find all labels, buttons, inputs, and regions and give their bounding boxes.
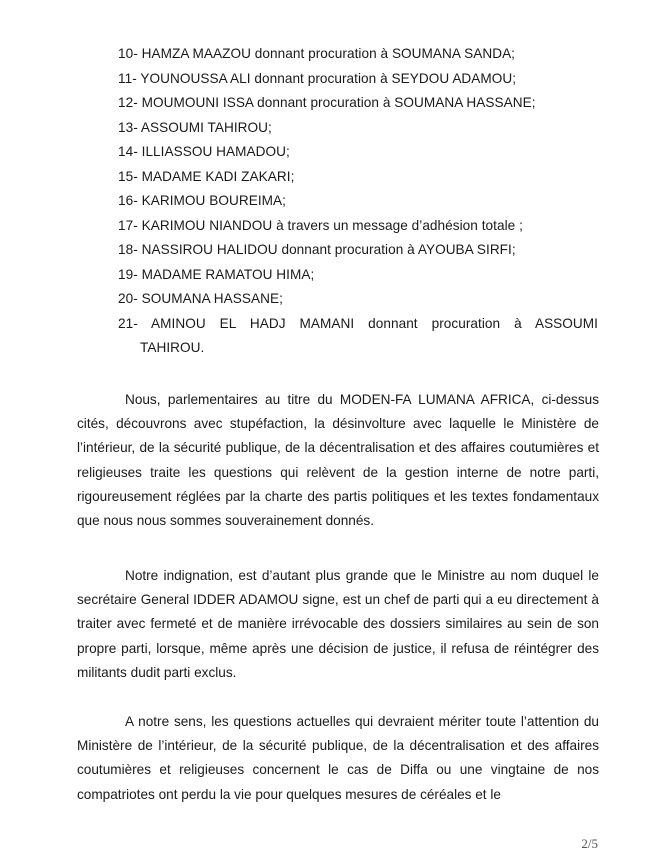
list-item: 17- KARIMOU NIANDOU à travers un message d’adhésion totale ; <box>118 217 523 233</box>
list-item: 16- KARIMOU BOUREIMA; <box>118 193 286 208</box>
list-item: 10- HAMZA MAAZOU donnant procuration à SOUMANA SANDA; <box>118 46 516 61</box>
paragraph <box>77 564 599 685</box>
list-item: 13- ASSOUMI TAHIROU; <box>118 119 272 135</box>
signatory-list <box>118 42 598 361</box>
list-item-line: 21- AMINOU EL HADJ MAMANI donnant procuration à ASSOUMI <box>118 315 598 331</box>
page-number: 2/5 <box>581 836 598 851</box>
paragraph-text: Nous, parlementaires au titre du MODEN-FA LUMANA AFRICA, ci-dessus cités, découvrons avec stupéfaction, la désinvolture avec laquelle le Ministère de l’intérieur, de la sécurité publique, de la décentralisation et des affaires coutumières et religieuses traite les questions qui relèvent de la gestion interne de notre parti, rigoureusement réglées par la charte des partis politiques et les textes fondamentaux que nous nous sommes souverainement donnés. <box>77 392 599 529</box>
list-item <box>118 312 598 361</box>
list-item: 15- MADAME KADI ZAKARI; <box>118 168 295 184</box>
list-item: 12- MOUMOUNI ISSA donnant procuration à SOUMANA HASSANE; <box>118 95 536 110</box>
list-item: 19- MADAME RAMATOU HIMA; <box>118 266 315 282</box>
list-item: 11- YOUNOUSSA ALI donnant procuration à SEYDOU ADAMOU; <box>118 70 517 86</box>
list-item: 20- SOUMANA HASSANE; <box>118 291 283 306</box>
list-item: 18- NASSIROU HALIDOU donnant procuration à AYOUBA SIRFI; <box>118 242 516 257</box>
paragraph <box>77 710 599 807</box>
paragraph <box>77 388 599 533</box>
paragraph-text: Notre indignation, est d’autant plus grande que le Ministre au nom duquel le secrétaire General IDDER ADAMOU signe, est un chef de parti qui a eu directement à traiter avec fermeté et de manière irrévocable des dossiers similaires au sein de son propre parti, lorsque, même après une décision de justice, il refusa de réintégrer des militants dudit parti exclus. <box>77 568 599 680</box>
list-item-continuation: TAHIROU. <box>140 340 205 355</box>
list-item: 14- ILLIASSOU HAMADOU; <box>118 144 290 159</box>
paragraph-text: A notre sens, les questions actuelles qui devraient mériter toute l’attention du Ministère de l’intérieur, de la sécurité publique, de la décentralisation et des affaires coutumières et religieuses concernent le cas de Diffa ou une vingtaine de nos compatriotes ont perdu la vie pour quelques mesures de céréales et le <box>77 714 599 802</box>
